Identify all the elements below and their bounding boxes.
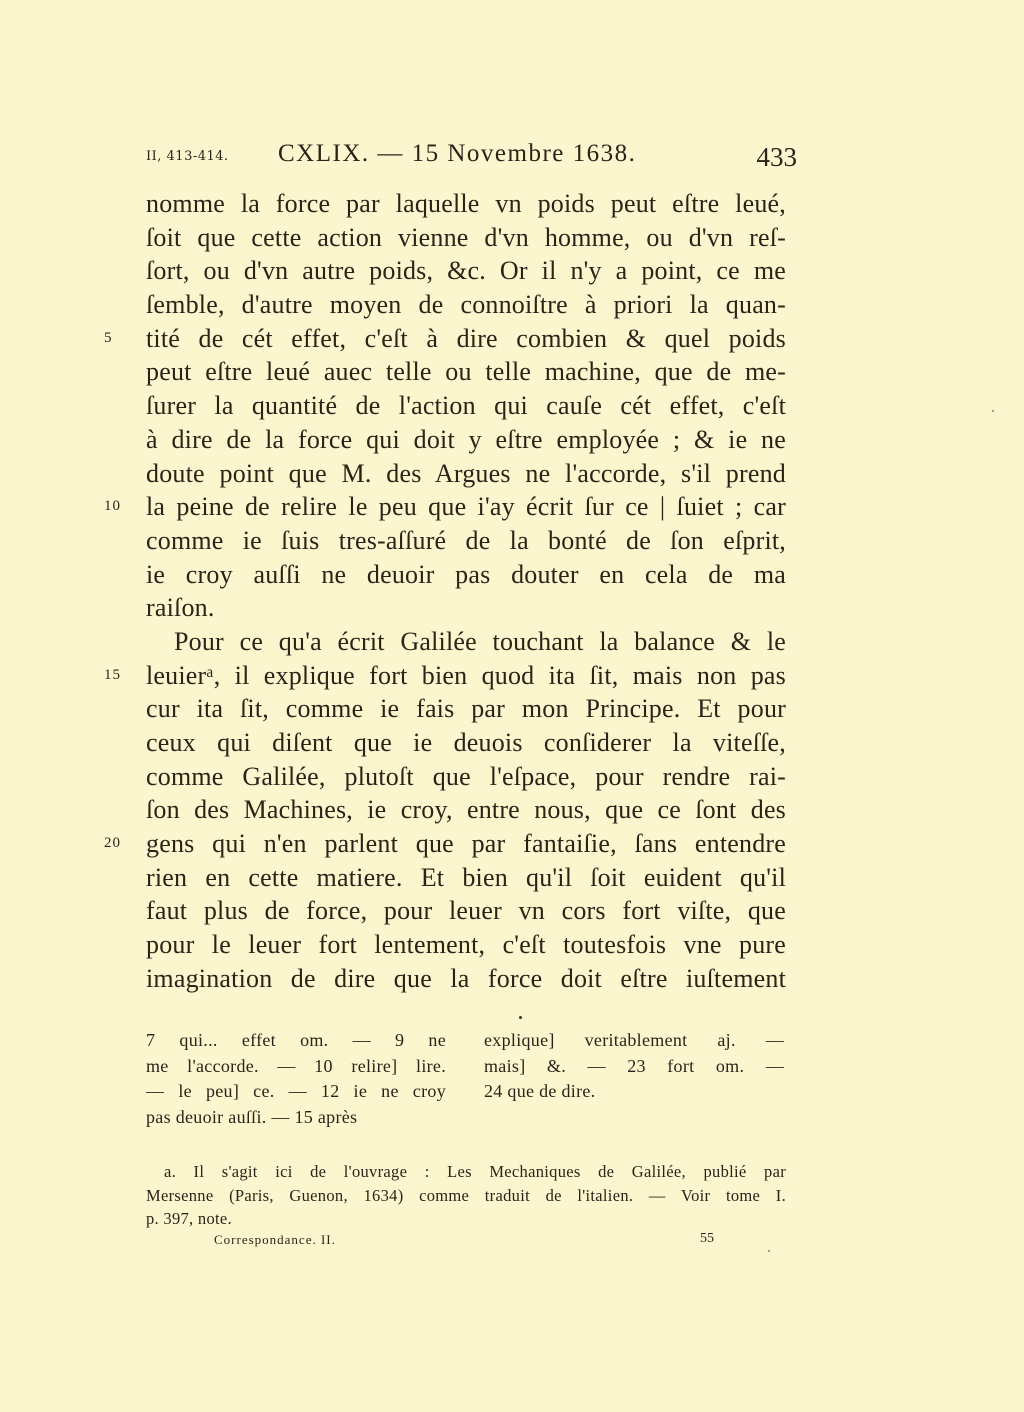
text-line (146, 861, 786, 895)
line-text: cur ita ſit, comme ie fais par mon Principe. Et pour (146, 694, 786, 724)
signature-mark: Correspondance. II. (214, 1232, 336, 1247)
line-text: ſon des Machines, ie croy, entre nous, que ce ſont des (146, 795, 786, 825)
line-text: tité de cét effet, c'eſt à dire combien & quel poids (146, 323, 786, 353)
variant-line: mais] &. — 23 fort om. — (484, 1055, 784, 1076)
line-text: ſoit que cette action vienne d'vn homme, ou d'vn reſ- (146, 222, 786, 252)
text-line (146, 894, 786, 928)
text-line (146, 928, 786, 962)
text-line (146, 692, 786, 726)
line-text: comme ie ſuis tres-aſſuré de la bonté de ſon eſprit, (146, 525, 786, 555)
text-line (146, 254, 786, 288)
text-line (146, 221, 786, 255)
text-line (104, 322, 786, 356)
line-text: nomme la force par laquelle vn poids peut eſtre leué, (146, 189, 786, 218)
variant-line: 7 qui... effet om. — 9 ne (146, 1030, 446, 1050)
letter-text (104, 187, 786, 996)
ink-speck (992, 410, 994, 412)
line-text: la peine de relire le peu que i'ay écrit ſur ce | ſuiet ; car (146, 492, 786, 522)
variant-line: — le peu] ce. — 12 ie ne croy (146, 1081, 446, 1102)
text-line (146, 423, 786, 457)
text-line (146, 187, 786, 221)
page-reference: II, 413-414. (146, 149, 229, 164)
text-line (146, 591, 786, 625)
footnote-line: a. Il s'agit ici de l'ouvrage : Les Mechaniques de Galilée, publié par (164, 1162, 786, 1181)
line-text: faut plus de force, pour leuer vn cors fort viſte, que (146, 896, 786, 926)
line-text: comme Galilée, plutoſt que l'eſpace, pour rendre rai- (146, 761, 786, 791)
text-line (146, 389, 786, 423)
footnote-line: p. 397, note. (146, 1209, 232, 1228)
text-line (104, 827, 786, 861)
variant-line: explique] veritablement aj. — (484, 1030, 784, 1050)
line-text: Pour ce qu'a écrit Galilée touchant la balance & le (174, 626, 786, 656)
line-text: à dire de la force qui doit y eſtre employée ; & ie ne (146, 424, 786, 454)
variants-left-column (146, 1028, 446, 1130)
line-text: ſurer la quantité de l'action qui cauſe cét effet, c'eſt (146, 391, 786, 421)
ink-speck (519, 1016, 522, 1019)
line-text: doute point que M. des Argues ne l'accorde, s'il prend (146, 458, 786, 488)
line-text: raiſon. (146, 593, 215, 623)
line-text: ie croy auſſi ne deuoir pas douter en cela de ma (146, 559, 786, 589)
variants-right-column (484, 1028, 784, 1105)
line-text: ceux qui diſent que ie deuois conſiderer la viteſſe, (146, 728, 786, 757)
footnote (146, 1160, 786, 1231)
text-line (146, 355, 786, 389)
text-line (146, 793, 786, 827)
line-text: imagination de dire que la force doit eſtre iuſtement (146, 963, 786, 993)
line-text: ſort, ou d'vn autre poids, &c. Or il n'y a point, ce me (146, 256, 786, 286)
text-line (146, 457, 786, 491)
text-line (146, 625, 786, 659)
variant-line: me l'accorde. — 10 relire] lire. (146, 1055, 446, 1076)
line-text: pour le leuer fort lentement, c'eſt toutesfois vne pure (146, 930, 786, 960)
ink-speck (768, 1250, 770, 1252)
line-number: 20 (104, 835, 121, 852)
line-text: peut eſtre leué auec telle ou telle machine, que de me- (146, 357, 786, 387)
sheet-number: 55 (700, 1231, 714, 1246)
text-line (146, 962, 786, 996)
text-line (146, 726, 786, 760)
line-number: 15 (104, 666, 121, 683)
line-text: ſemble, d'autre moyen de connoiſtre à priori la quan- (146, 290, 786, 320)
line-text: gens qui n'en parlent que par fantaiſie, ſans entendre (146, 829, 786, 859)
line-text: leuierᵃ, il explique fort bien quod ita ſit, mais non pas (146, 660, 786, 690)
line-number: 10 (104, 498, 121, 515)
running-head (146, 140, 797, 174)
text-line (146, 288, 786, 322)
line-number: 5 (104, 329, 113, 346)
text-line (104, 659, 786, 693)
variant-line: pas deuoir auſſi. — 15 après (146, 1106, 358, 1127)
text-line (146, 558, 786, 592)
chapter-heading: CXLIX. — 15 Novembre 1638. (278, 140, 637, 167)
variant-line: 24 que de dire. (484, 1081, 596, 1102)
text-line (146, 760, 786, 794)
line-text: rien en cette matiere. Et bien qu'il ſoit euident qu'il (146, 862, 786, 892)
page-number: 433 (756, 142, 797, 172)
footnote-line: Mersenne (Paris, Guenon, 1634) comme traduit de l'italien. — Voir tome I. (146, 1185, 786, 1205)
text-line (146, 524, 786, 558)
text-line (104, 490, 786, 524)
